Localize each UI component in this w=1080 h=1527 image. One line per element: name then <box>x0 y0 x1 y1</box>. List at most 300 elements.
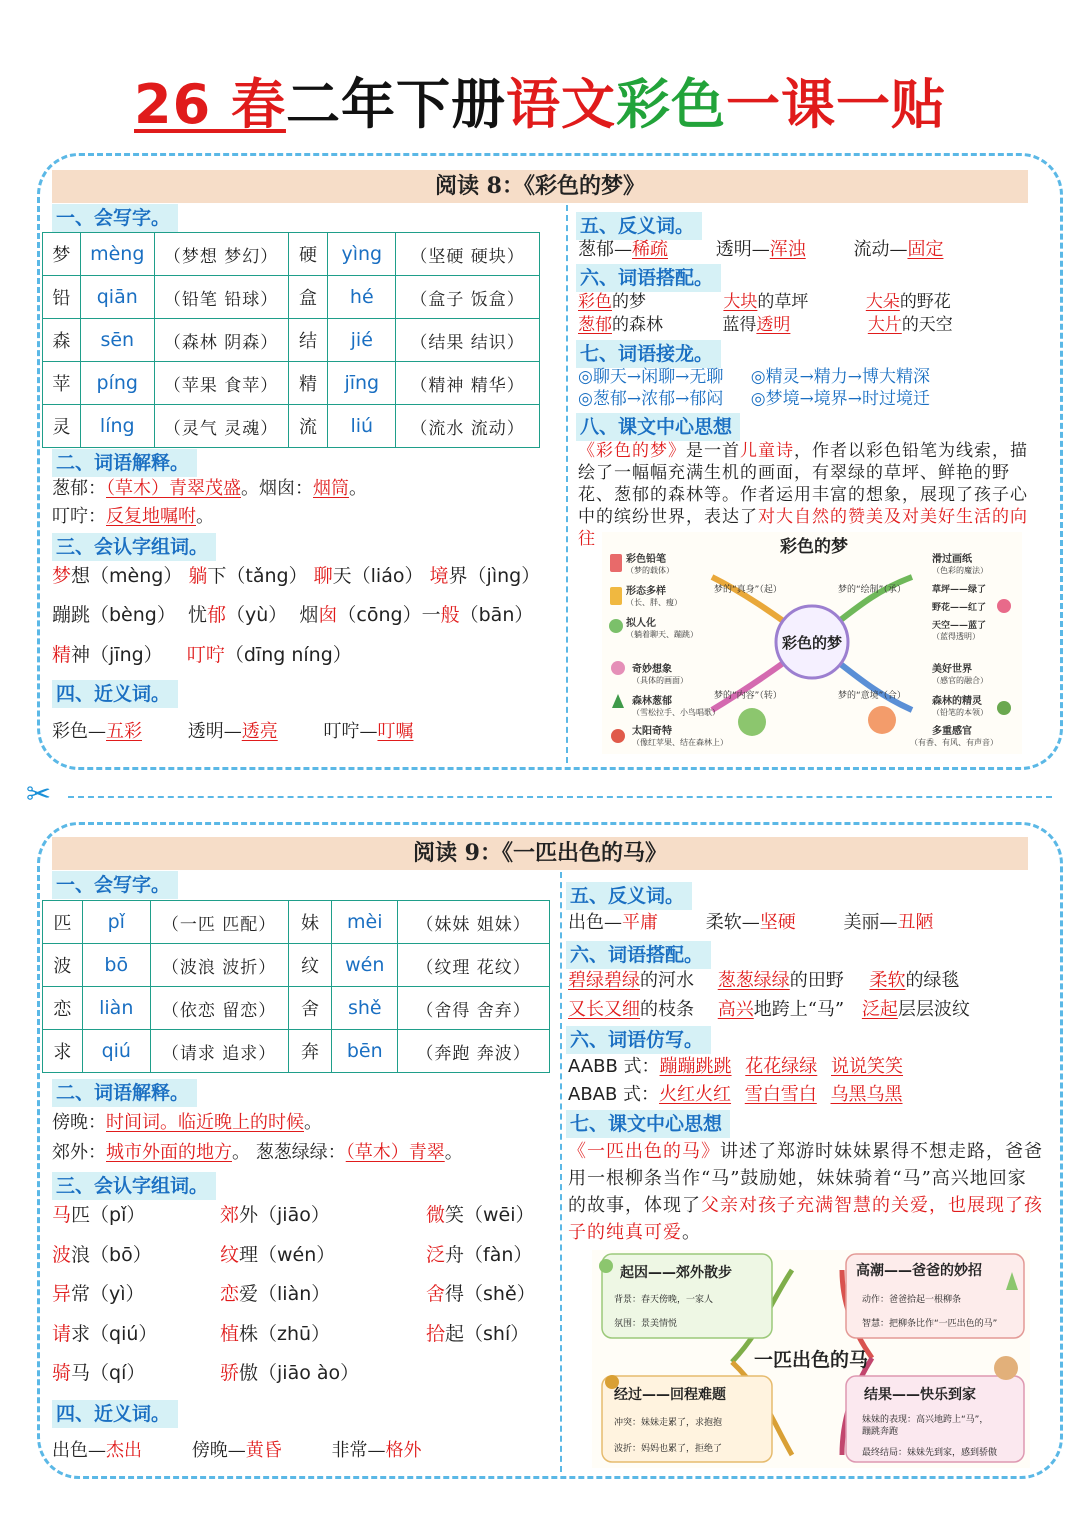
pinyin: （pǐ） <box>90 1204 146 1226</box>
map-leaf-sub: （铅笔的本领） <box>932 708 988 717</box>
char: 聊 <box>313 565 333 587</box>
word: 地跨上“马” <box>753 999 845 1020</box>
map-leaf-sub: （具体的画面） <box>632 676 688 685</box>
char: 骑 <box>52 1362 72 1384</box>
table-row <box>43 319 540 362</box>
word: 起（shí） <box>445 1322 530 1345</box>
char: 精 <box>52 644 72 666</box>
map-leaf: 森林葱郁 <box>632 696 672 707</box>
word: 傍晚— <box>191 1440 246 1461</box>
phrase-cell: （一匹 匹配） <box>150 901 288 944</box>
definition: （草木）青翠茂盛 <box>106 478 241 499</box>
word: 的森林 <box>612 315 663 335</box>
recognize-item <box>426 1321 529 1347</box>
recognize-item <box>220 1360 359 1386</box>
pinyin-cell: pǐ <box>82 901 150 944</box>
map-leaf-sub: （色彩的魔法） <box>932 566 988 575</box>
answer: 乌黑乌黑 <box>830 1084 903 1105</box>
section-imitate: 六、词语仿写。 <box>566 1026 711 1054</box>
char: 骄 <box>220 1362 240 1384</box>
definition: 烟筒 <box>313 478 349 499</box>
colloc-word: 大朵 <box>865 292 900 312</box>
phrase-cell: （舍得 舍弃） <box>398 987 550 1030</box>
section-write: 一、会写字。 <box>52 871 178 899</box>
phrase-cell: （妹妹 姐妹） <box>398 901 550 944</box>
word: 层层波纹 <box>897 999 970 1020</box>
definition: 城市外面的地方 <box>106 1142 232 1163</box>
section-antonym: 五、反义词。 <box>566 882 692 910</box>
map-leaf-sub: （长、胖、瘦） <box>626 598 682 607</box>
word: 葱郁： <box>52 478 106 499</box>
char: 躺 <box>188 565 208 587</box>
word: 的野花 <box>899 292 951 312</box>
char-cell: 梦 <box>43 233 81 276</box>
char-cell: 波 <box>43 944 83 987</box>
char: 纹 <box>220 1243 240 1266</box>
char-cell: 奔 <box>288 1030 332 1073</box>
word: 舟（fàn） <box>445 1243 533 1266</box>
section-recognize: 三、会认字组词。 <box>52 1172 216 1200</box>
text: 。 <box>682 1222 701 1243</box>
title-part-5: 一课一贴 <box>725 73 946 136</box>
section-collocation: 六、词语搭配。 <box>566 941 711 969</box>
lesson-heading-9: 阅读 9：《一匹出色的马》 <box>52 837 1028 870</box>
recognize-item <box>52 1360 145 1386</box>
word: 出色— <box>52 1440 106 1461</box>
cut-line <box>68 796 1052 798</box>
char-cell: 苹 <box>43 362 81 405</box>
word: 的绿毯 <box>905 970 960 991</box>
map-node-detail: 蹦跳奔跑 <box>862 1427 899 1437</box>
char-cell: 纹 <box>288 944 332 987</box>
lesson-heading-8: 阅读 8：《彩色的梦》 <box>52 170 1028 203</box>
explain-line-1 <box>52 1110 322 1136</box>
collocation-row-2 <box>578 312 953 338</box>
colloc-word: 又长又细 <box>568 999 640 1020</box>
answer: 坚硬 <box>759 912 796 933</box>
char-cell: 求 <box>43 1030 83 1073</box>
char-cell: 铅 <box>43 276 81 319</box>
aabb-row <box>568 1054 903 1080</box>
char: 郊 <box>220 1204 240 1226</box>
section-chain: 七、词语接龙。 <box>576 340 721 368</box>
map-leaf-sub: （像红苹果、结在森林上） <box>632 738 728 747</box>
word: 的河水 <box>640 970 694 991</box>
char: 植 <box>220 1322 240 1345</box>
pencil-icon <box>610 587 622 605</box>
map-node-detail: 波折：妈妈也累了，拒绝了 <box>614 1444 723 1454</box>
collocation-row-2 <box>568 997 970 1023</box>
pinyin-cell: liú <box>328 405 396 448</box>
map-center-label: 彩色的梦 <box>781 634 843 652</box>
table-row <box>43 233 540 276</box>
section-explain: 二、词语解释。 <box>52 449 197 477</box>
tree-icon <box>738 708 766 736</box>
pinyin-cell: mèi <box>332 901 398 944</box>
colloc-word: 高兴 <box>717 999 754 1020</box>
recognize-item <box>52 1202 145 1228</box>
colloc-word: 柔软 <box>869 970 906 991</box>
word: 的梦 <box>612 292 646 312</box>
section-collocation: 六、词语搭配。 <box>576 264 721 292</box>
sun-icon <box>611 729 625 743</box>
colloc-word: 葱郁 <box>578 315 612 335</box>
map-leaf: 彩色铅笔 <box>626 554 666 565</box>
word: 得（shě） <box>445 1283 536 1305</box>
colloc-word: 葱葱绿绿 <box>717 970 790 991</box>
antonym-row <box>568 910 933 936</box>
char-cell: 流 <box>288 405 328 448</box>
map-leaf-sub: （梦的载体） <box>626 566 674 575</box>
char: 波 <box>52 1243 72 1266</box>
word: 想（mèng） <box>71 565 183 587</box>
table-row <box>43 362 540 405</box>
word: 的草坪 <box>757 292 809 312</box>
char: 异 <box>52 1283 72 1305</box>
pinyin-cell: mèng <box>80 233 154 276</box>
char: 境 <box>429 565 449 587</box>
word: （yù） <box>225 604 288 626</box>
answer: 丑陋 <box>897 912 934 933</box>
map-node-detail: 冲突：妹妹走累了，求抱抱 <box>614 1418 723 1428</box>
flower-icon <box>611 661 625 675</box>
definition: 时间词。临近晚上的时候 <box>106 1112 304 1133</box>
pinyin-cell: hé <box>328 276 396 319</box>
word: 葱郁— <box>578 239 632 260</box>
answer: 杰出 <box>106 1440 142 1461</box>
phrase-cell: （纹理 花纹） <box>398 944 550 987</box>
write-table-8 <box>42 232 540 448</box>
answer: 黄昏 <box>245 1440 282 1461</box>
char-cell: 恋 <box>43 987 83 1030</box>
word: （bān） <box>459 604 534 626</box>
char: 请 <box>52 1322 72 1345</box>
word: 流动— <box>853 239 908 260</box>
pencil-icon <box>610 554 622 572</box>
colloc-word: 大块 <box>723 292 758 312</box>
word: 的枝条 <box>640 999 694 1020</box>
colloc-word: 透明 <box>756 315 791 335</box>
table-row <box>43 901 550 944</box>
map-leaf: 森林的精灵 <box>932 696 982 707</box>
answer: 格外 <box>385 1440 422 1461</box>
punct: 。 <box>349 478 367 499</box>
map-leaf-sub: （躺着聊天、蹦跳） <box>626 630 698 639</box>
text: 是一首 <box>686 441 740 461</box>
main-idea-text <box>578 440 1038 549</box>
table-row <box>43 405 540 448</box>
map-node-title: 高潮——爸爸的妙招 <box>856 1263 982 1279</box>
section-synonym: 四、近义词。 <box>52 680 178 708</box>
map-leaf: 多重感官 <box>932 726 972 737</box>
word: 常（yì） <box>71 1283 145 1305</box>
text: 父亲对孩子充满智慧的关爱，也展现了孩子的纯真可爱 <box>568 1195 1043 1243</box>
section-explain: 二、词语解释。 <box>52 1079 197 1107</box>
phrase-cell: （依恋 留恋） <box>150 987 288 1030</box>
word: 外（jiāo） <box>239 1204 330 1226</box>
word: （cōng） <box>337 604 422 626</box>
collocation-row-1 <box>568 968 959 994</box>
leaf-icon <box>605 1375 619 1389</box>
recognize-item <box>220 1281 330 1307</box>
char: 叮咛 <box>186 644 225 666</box>
char-cell: 盒 <box>288 276 328 319</box>
map-leaf: 草坪——绿了 <box>932 585 987 595</box>
map-leaf-sub: （雪松拉手、小鸟唱歌） <box>632 708 720 717</box>
word: 蹦跳（bèng） <box>52 604 176 626</box>
main-idea-text <box>568 1138 1044 1248</box>
colloc-word: 彩色 <box>578 292 612 312</box>
recognize-row-3 <box>52 642 352 668</box>
table-row <box>43 1030 550 1073</box>
phrase-cell: （波浪 波折） <box>150 944 288 987</box>
explain-line-1 <box>52 476 367 502</box>
branch-label: 梦的“内容”（转） <box>714 691 782 701</box>
explain-line-2 <box>52 504 214 530</box>
char-cell: 妹 <box>288 901 332 944</box>
answer: 雪白雪白 <box>744 1084 817 1105</box>
table-row <box>43 276 540 319</box>
char-cell: 匹 <box>43 901 83 944</box>
answer: 固定 <box>907 239 944 260</box>
definition: （草木）青翠 <box>345 1142 445 1163</box>
table-row <box>43 987 550 1030</box>
pinyin-cell: qiān <box>80 276 154 319</box>
recognize-row-2 <box>52 602 533 628</box>
chain: ◎聊天→闲聊→无聊 <box>578 367 724 387</box>
pinyin-cell: líng <box>80 405 154 448</box>
word: 株 <box>239 1322 259 1345</box>
section-main-idea: 八、课文中心思想 <box>576 413 740 441</box>
flower-icon <box>868 706 896 734</box>
mind-map-8 <box>602 532 1022 754</box>
word: 非常— <box>331 1440 386 1461</box>
word: 。烟囱： <box>241 478 313 499</box>
branch-label: 梦的“真身”（起） <box>714 585 782 595</box>
answer: 五彩 <box>106 721 142 742</box>
text: ，作者以彩色铅笔为线索，描绘了一幅幅充满生机的画面，有翠绿的草坪、鲜艳的野花、葱郁的森林等。作者运用丰富的想象，展现了孩子心中的缤纷世界，表达了 <box>578 441 1028 527</box>
map-node-detail: 妹妹的表现：高兴地跨上“马”， <box>862 1415 989 1425</box>
map-leaf-sub: （有香、有风、有声音） <box>910 738 998 747</box>
map-leaf-sub: （感官的融合） <box>932 676 988 685</box>
map-leaf-sub: （蓝得透明） <box>932 632 980 641</box>
title-part-3: 语文 <box>505 73 616 136</box>
map-leaf: 滑过画纸 <box>932 554 972 565</box>
word: 。 葱葱绿绿： <box>232 1142 346 1163</box>
answer: 说说笑笑 <box>831 1056 904 1077</box>
char: 烟 <box>299 604 319 626</box>
word: 理（wén） <box>239 1243 336 1266</box>
branch-label: 梦的“意境”（合） <box>838 691 906 701</box>
word: 界（jìng） <box>448 565 541 587</box>
phrase-cell: （盒子 饭盒） <box>396 276 540 319</box>
word: （dīng níng） <box>224 644 352 666</box>
phrase-cell: （精神 精华） <box>396 362 540 405</box>
section-main-idea: 七、课文中心思想 <box>566 1110 730 1138</box>
word: 叮咛： <box>52 506 106 527</box>
word: 下（tǎng） <box>207 565 308 587</box>
text: 讲述了郑游时妹妹累得不想走路，爸爸用一根柳条当作“马”鼓励她，妹妹骑着“马”高兴地回家的故事，体现了 <box>568 1141 1043 1216</box>
map-leaf: 形态多样 <box>626 586 666 597</box>
phrase-cell: （铅笔 铅球） <box>154 276 288 319</box>
scissors-icon: ✂ <box>26 777 52 812</box>
char-cell: 舍 <box>288 987 332 1030</box>
pinyin-cell: shě <box>332 987 398 1030</box>
leaf-icon <box>599 1259 613 1273</box>
phrase-cell: （森林 阴森） <box>154 319 288 362</box>
word: 彩色— <box>52 721 106 742</box>
definition: 反复地嘱咐 <box>106 506 196 527</box>
map-center-label: 一匹出色的马 <box>753 1349 869 1371</box>
char: 微 <box>426 1204 446 1226</box>
answer: 花花绿绿 <box>745 1056 818 1077</box>
word: 透明— <box>715 239 770 260</box>
phrase-cell: （奔跑 奔波） <box>398 1030 550 1073</box>
colloc-word: 泛起 <box>861 999 898 1020</box>
char: 囱 <box>318 604 338 626</box>
phrase-cell: （结果 结识） <box>396 319 540 362</box>
char: 般 <box>440 604 460 626</box>
map-top-title: 彩色的梦 <box>780 537 848 557</box>
char-cell: 森 <box>43 319 81 362</box>
word: 出色— <box>568 912 622 933</box>
section-write: 一、会写字。 <box>52 204 178 232</box>
word: 蓝得 <box>722 315 757 335</box>
phrase-cell: （请求 追求） <box>150 1030 288 1073</box>
pinyin-cell: píng <box>80 362 154 405</box>
word: 神（jīng） <box>71 644 163 666</box>
word: 浪（bō） <box>71 1243 152 1266</box>
word: 傲（jiāo ào） <box>239 1362 360 1384</box>
char-cell: 精 <box>288 362 328 405</box>
recognize-item <box>220 1242 335 1268</box>
word: 马（qí） <box>71 1362 146 1384</box>
elf-icon <box>997 701 1011 715</box>
recognize-item <box>52 1321 157 1347</box>
title-part-4: 彩色 <box>615 73 726 136</box>
write-table-9 <box>42 900 550 1073</box>
char-cell: 结 <box>288 319 328 362</box>
word: 的天空 <box>901 315 953 335</box>
char: 拾 <box>426 1322 446 1345</box>
pinyin-cell: bō <box>82 944 150 987</box>
map-node-title: 结果——快乐到家 <box>864 1387 976 1403</box>
title-part-1: 26 春 <box>134 73 286 136</box>
colloc-word: 碧绿碧绿 <box>568 970 640 991</box>
text: 对大自然的赞美及对美好生活的向往 <box>578 507 1028 549</box>
section-recognize: 三、会认字组词。 <box>52 533 216 561</box>
chain-row-2 <box>578 386 930 412</box>
punct: 。 <box>196 506 214 527</box>
abab-row <box>568 1082 903 1108</box>
char: 梦 <box>52 565 72 587</box>
char: 一 <box>421 604 441 626</box>
word: 天（liáo） <box>332 565 424 587</box>
answer: 火红火红 <box>659 1084 732 1105</box>
char: 郁 <box>206 604 226 626</box>
pinyin: （zhū） <box>258 1322 331 1345</box>
word: 柔软— <box>705 912 760 933</box>
map-node-title: 经过——回程难题 <box>614 1387 726 1403</box>
punct: 。 <box>304 1112 322 1133</box>
page-title <box>0 62 1080 139</box>
word: ABAB 式： <box>568 1084 660 1105</box>
map-leaf: 太阳奇特 <box>632 726 672 737</box>
phrase-cell: （坚硬 硬块） <box>396 233 540 276</box>
word: 笑（wēi） <box>445 1204 535 1226</box>
recognize-row-1 <box>52 563 540 589</box>
map-leaf: 奇妙想象 <box>632 664 672 675</box>
pinyin-cell: qiú <box>82 1030 150 1073</box>
antonym-row <box>578 237 943 263</box>
flower-icon <box>997 599 1011 613</box>
chain: ◎葱郁→浓郁→郁闷 <box>578 389 724 409</box>
char: 马 <box>52 1204 72 1226</box>
mind-map-9 <box>592 1250 1030 1468</box>
answer: 浑浊 <box>769 239 806 260</box>
recognize-item <box>52 1281 145 1307</box>
phrase-cell: （流水 流动） <box>396 405 540 448</box>
char: 恋 <box>220 1283 240 1305</box>
text: 儿童诗 <box>740 441 794 461</box>
synonym-row <box>52 1438 421 1464</box>
word: 爱（liàn） <box>239 1283 331 1305</box>
word: 匹 <box>71 1204 91 1226</box>
map-leaf: 天空——蓝了 <box>932 621 987 631</box>
pinyin: （qiú） <box>90 1322 158 1345</box>
word: 郊外： <box>52 1142 106 1163</box>
map-leaf: 拟人化 <box>626 618 656 629</box>
recognize-item <box>220 1202 330 1228</box>
char: 舍 <box>426 1283 446 1305</box>
char-cell: 硬 <box>288 233 328 276</box>
word: AABB 式： <box>568 1056 660 1077</box>
map-leaf: 美好世界 <box>932 664 972 675</box>
answer: 透亮 <box>241 721 278 742</box>
pinyin-cell: yìng <box>328 233 396 276</box>
title-part-2: 二年下册 <box>285 73 506 136</box>
chain: ◎梦境→境界→时过境迁 <box>750 389 931 409</box>
char: 忧 <box>187 604 207 626</box>
section-synonym: 四、近义词。 <box>52 1400 178 1428</box>
map-node-detail: 氛围：景美情悦 <box>614 1319 678 1329</box>
phrase-cell: （灵气 灵魂） <box>154 405 288 448</box>
column-divider <box>560 872 562 1472</box>
synonym-row <box>52 719 413 745</box>
map-node-detail: 最终结局：妹妹先到家，感到骄傲 <box>862 1448 998 1458</box>
branch-label: 梦的“绘制”（承） <box>838 585 906 595</box>
explain-line-2 <box>52 1140 463 1166</box>
pinyin-cell: bēn <box>332 1030 398 1073</box>
word: 傍晚： <box>52 1112 106 1133</box>
pinyin-cell: liàn <box>82 987 150 1030</box>
section-antonym: 五、反义词。 <box>576 212 702 240</box>
answer: 平庸 <box>622 912 658 933</box>
word: 的田野 <box>789 970 844 991</box>
phrase-cell: （苹果 食苹） <box>154 362 288 405</box>
char-cell: 灵 <box>43 405 81 448</box>
map-node-detail: 背景：春天傍晚，一家人 <box>614 1295 714 1305</box>
colloc-word: 大片 <box>867 315 902 335</box>
pinyin-cell: jié <box>328 319 396 362</box>
word: 美丽— <box>843 912 898 933</box>
pinyin-cell: wén <box>332 944 398 987</box>
punct: 。 <box>444 1142 463 1163</box>
word: 求 <box>71 1322 91 1345</box>
map-node-detail: 动作：爸爸拾起一根柳条 <box>862 1295 962 1305</box>
text: 《一匹出色的马》 <box>568 1141 720 1162</box>
map-node-detail: 智慧：把柳条比作“一匹出色的马” <box>862 1319 998 1329</box>
